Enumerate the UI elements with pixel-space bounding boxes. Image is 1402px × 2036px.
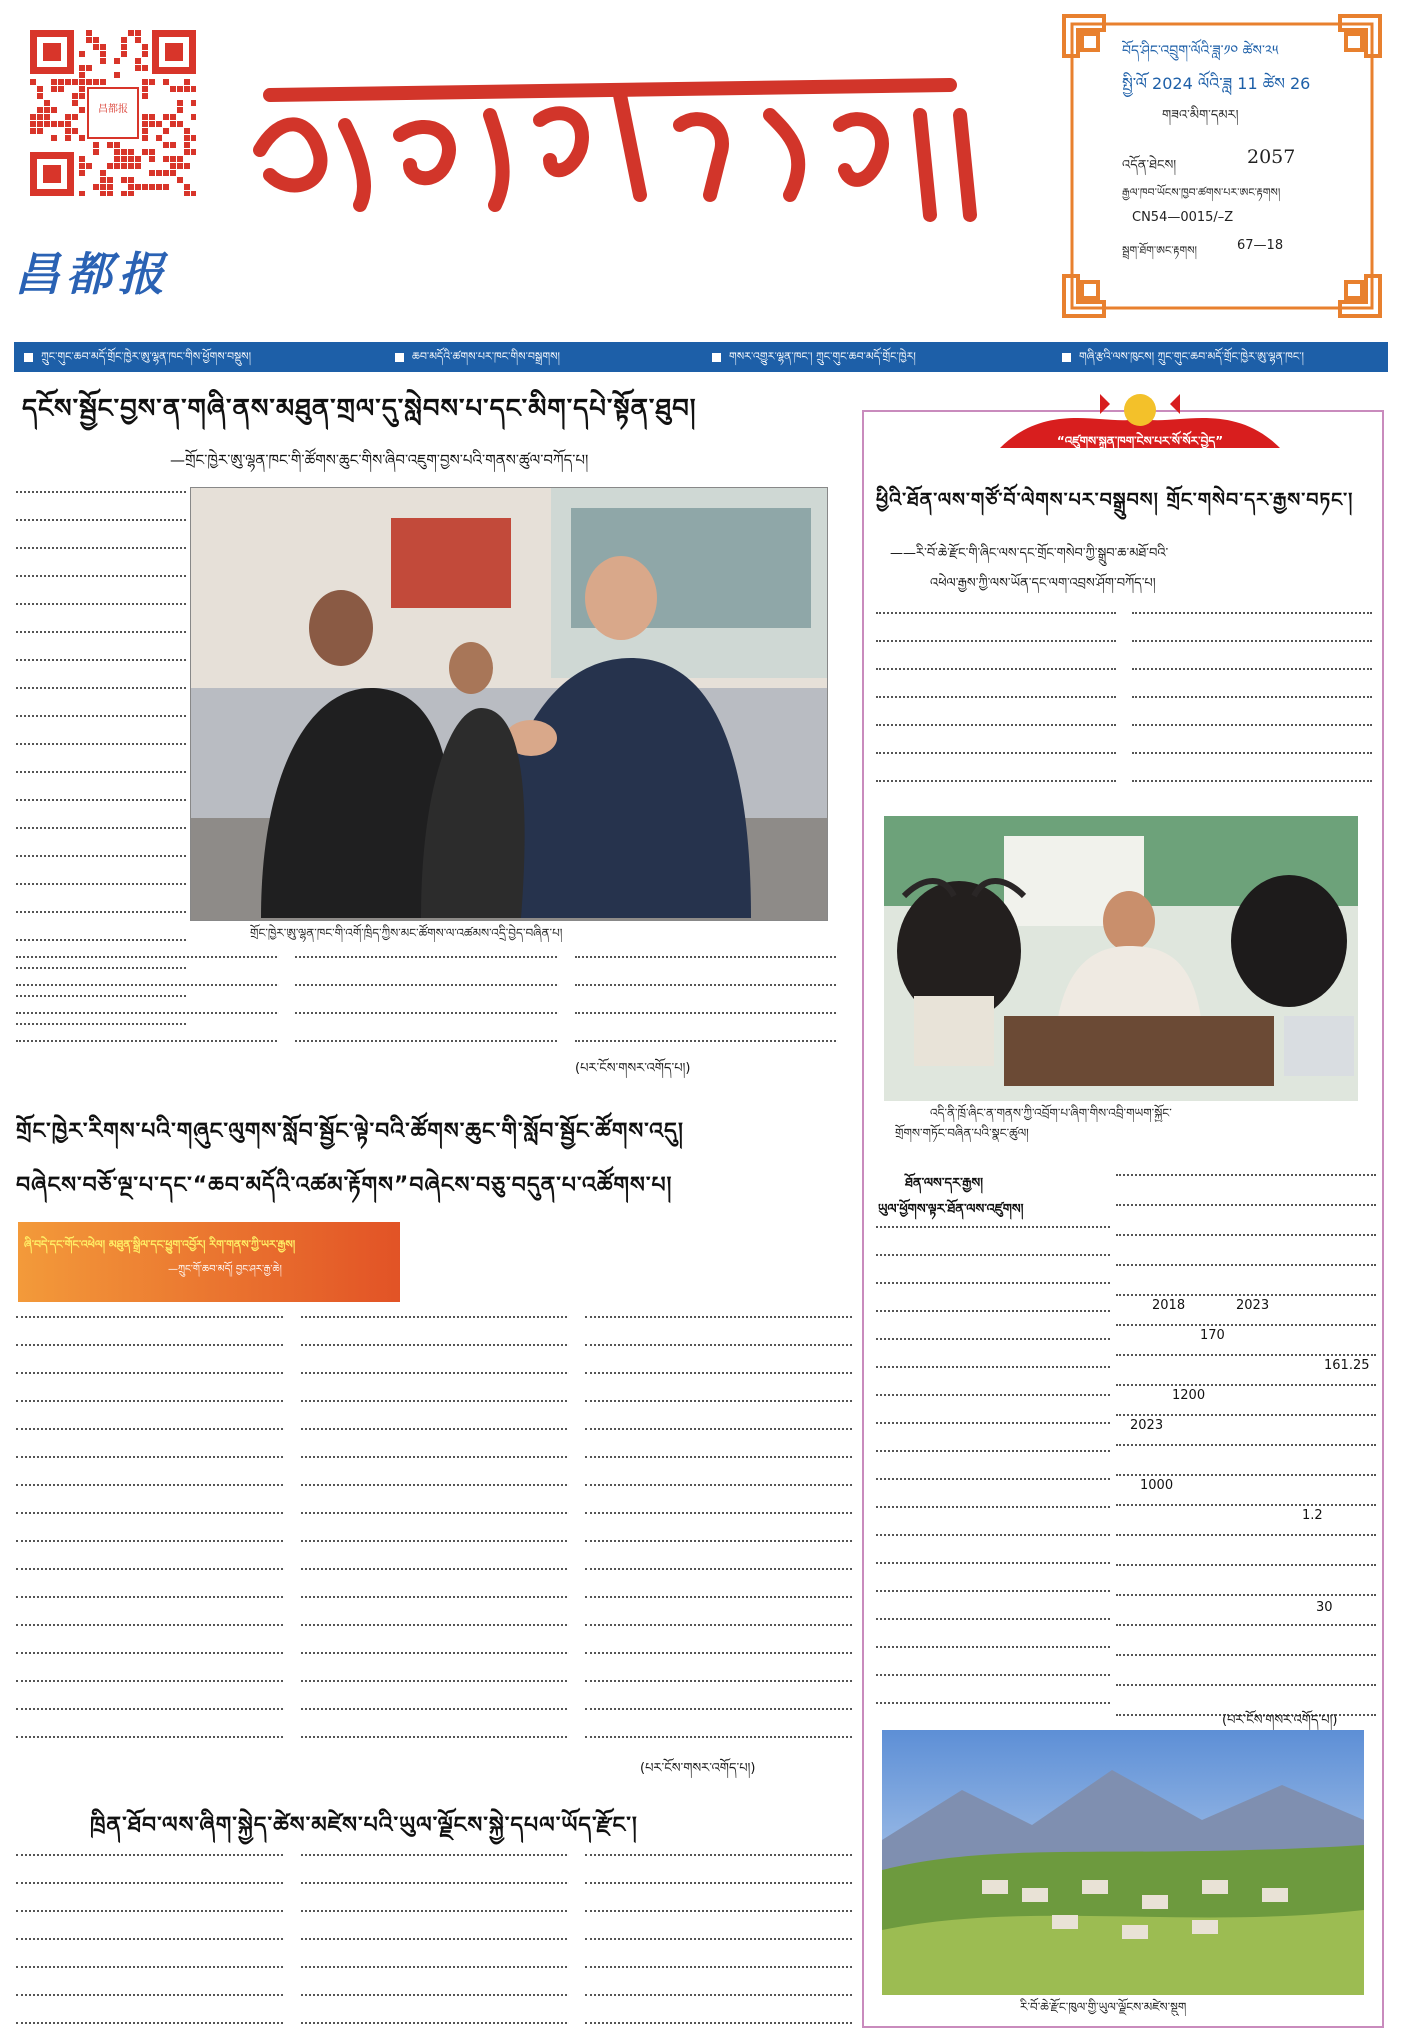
body-text-line <box>1132 668 1372 670</box>
body-text-line <box>16 799 186 801</box>
body-text-line <box>585 1680 852 1682</box>
issue-number: 2057 <box>1247 146 1296 168</box>
nav-item-3[interactable] <box>712 346 916 368</box>
body-text-line <box>585 1568 852 1570</box>
body-text-line <box>16 1484 283 1486</box>
body-text-line <box>876 1282 1110 1284</box>
body-text-line <box>585 1540 852 1542</box>
stat-1-2: 1.2 <box>1302 1508 1323 1523</box>
body-text-line <box>16 911 186 913</box>
body-text-line <box>1116 1174 1376 1176</box>
body-text-line <box>876 1618 1110 1620</box>
body-text-line <box>876 1590 1110 1592</box>
article1-headline: དངོས་སྦྱོང་བྱས་ན་གཞི་ནས་མཐུན་གྲལ་དུ་སླེབས་པ་དང་མིག་དཔེ་སྟོན་ཐུབ། <box>22 394 697 424</box>
body-text-line <box>876 752 1116 754</box>
body-text-line <box>16 1512 283 1514</box>
body-text-line <box>575 984 836 986</box>
date-tibetan: བོད་ཤིང་འབྲུག་ལོའི་ཟླ་༡༠ ཚེས་༢༥ <box>1122 43 1279 59</box>
body-text-line <box>16 715 186 717</box>
nav-item-4-label: གཞི་རྩའི་ལས་ཁུངས། ཀྲུང་གུང་ཆབ་མདོ་གྲོང་ཁྱེར་ཨུ་ལྷན་ཁང་། <box>1079 350 1304 363</box>
body-text-line <box>16 1540 283 1542</box>
body-text-line <box>16 1040 277 1042</box>
body-text-line <box>301 1540 568 1542</box>
post-code: 67—18 <box>1237 238 1284 253</box>
stat-2018: 2018 <box>1152 1298 1186 1313</box>
date-line: སྤྱི་ལོ 2024 ལོའི་ཟླ 11 ཚེས 26 <box>1122 74 1311 93</box>
stat-1000: 1000 <box>1140 1478 1174 1493</box>
stat-30: 30 <box>1316 1600 1333 1615</box>
body-text-line <box>876 1422 1110 1424</box>
masthead-title <box>250 55 1010 270</box>
body-text-line <box>16 1344 283 1346</box>
nav-item-3-label: གསར་འགྱུར་ལྷན་ཁང་། ཀྲུང་གུང་ཆབ་མདོ་གྲོང་ཁྱེར། <box>729 350 916 363</box>
body-text-line <box>585 1484 852 1486</box>
body-text-line <box>16 956 277 958</box>
stat-1200: 1200 <box>1172 1388 1206 1403</box>
body-text-line <box>585 1456 852 1458</box>
body-text-line <box>16 1372 283 1374</box>
body-text-line <box>301 1680 568 1682</box>
body-text-line <box>16 1882 283 1884</box>
body-text-line <box>1116 1264 1376 1266</box>
article2-credit: (པར་ངོས་གསར་འགོད་པ།) <box>640 1761 756 1776</box>
body-text-line <box>876 1366 1110 1368</box>
body-text-line <box>301 1966 568 1968</box>
body-text-line <box>1116 1684 1376 1686</box>
body-text-line <box>876 1478 1110 1480</box>
article2-headline-line2: བཞེངས་བཅོ་ལྔ་པ་དང་“ཆབ་མདོའི་འཚམ་རྟོགས”བཞེངས་བཅུ་བདུན་པ་འཚོགས་པ། <box>16 1173 673 1198</box>
body-text-line <box>585 1652 852 1654</box>
body-text-line <box>585 1316 852 1318</box>
body-text-line <box>16 2022 283 2024</box>
body-text-line <box>301 1484 568 1486</box>
date-panel <box>1062 14 1382 318</box>
body-text-line <box>1132 780 1372 782</box>
nav-item-1-label: ཀྲུང་གུང་ཆབ་མདོ་གྲོང་ཁྱེར་ཨུ་ལྷན་ཁང་གིས་ཕྱོགས་བསྡུས། <box>41 350 252 363</box>
body-text-line <box>16 1596 283 1598</box>
body-text-line <box>1116 1204 1376 1206</box>
body-text-line <box>16 743 186 745</box>
body-text-line <box>585 1736 852 1738</box>
body-text-line <box>585 1994 852 1996</box>
sidebar-banner-text: “འཛུགས་སྐྲུན་ཁག་ངེས་པར་སོ་སོར་བྱེད” <box>1056 434 1224 448</box>
body-text-line <box>301 1736 568 1738</box>
body-text-line <box>16 491 186 493</box>
body-text-line <box>295 984 556 986</box>
stat-170: 170 <box>1200 1328 1225 1343</box>
body-text-line <box>876 1338 1110 1340</box>
body-text-line <box>16 631 186 633</box>
body-text-line <box>585 1596 852 1598</box>
body-text-line <box>16 1854 283 1856</box>
body-text-line <box>1132 724 1372 726</box>
article1-photo <box>190 487 828 921</box>
article2-banner-sub: —ཀྲུང་གོ་ཆབ་མདོ། བྱང་ཤར་རྒྱ་ཆེ། <box>168 1264 282 1275</box>
body-text-line <box>876 724 1116 726</box>
cn-number: CN54—0015/–Z <box>1132 210 1234 225</box>
body-text-line <box>16 1568 283 1570</box>
body-text-line <box>295 1012 556 1014</box>
body-text-line <box>16 771 186 773</box>
article2-banner <box>18 1222 400 1302</box>
body-text-line <box>301 1568 568 1570</box>
body-text-line <box>876 1254 1110 1256</box>
stat-161-25: 161.25 <box>1324 1358 1370 1373</box>
body-text-line <box>16 547 186 549</box>
body-text-line <box>16 827 186 829</box>
body-text-line <box>585 1624 852 1626</box>
stat-2023b: 2023 <box>1130 1418 1164 1433</box>
sidebar-subhead-1: ——རི་བོ་ཆེ་རྫོང་གི་ཞིང་ལས་དང་གྲོང་གསེབ་ཀྱི་སྒྲུབ་ཆ་མཐོ་བའི་ <box>890 546 1169 561</box>
sidebar-photo-2 <box>882 1730 1364 1995</box>
body-text-line <box>301 1400 568 1402</box>
weekday: གཟའ་མིག་དམར། <box>1162 108 1239 123</box>
body-text-line <box>585 1428 852 1430</box>
body-text-line <box>16 1316 283 1318</box>
body-text-line <box>585 1938 852 1940</box>
body-text-line <box>16 603 186 605</box>
body-text-line <box>575 956 836 958</box>
body-text-line <box>16 1708 283 1710</box>
body-text-line <box>301 1938 568 1940</box>
body-text-line <box>876 1450 1110 1452</box>
sidebar-caption-1a: འདི་ནི་ཁྲོ་ཞིང་ན་གནས་ཀྱི་འབྲོག་པ་ཞིག་གིས་འབྲི་གཡག་སྐྱོང་ <box>930 1106 1172 1120</box>
body-text-line <box>876 1646 1110 1648</box>
body-text-line <box>16 1400 283 1402</box>
body-text-line <box>876 1226 1110 1228</box>
body-text-line <box>585 1372 852 1374</box>
qr-label: 昌都报 <box>98 104 128 115</box>
body-text-line <box>876 1674 1110 1676</box>
body-text-line <box>16 1910 283 1912</box>
body-text-line <box>876 640 1116 642</box>
body-text-line <box>16 1652 283 1654</box>
sidebar-numbers <box>1116 1290 1376 1650</box>
body-text-line <box>585 1910 852 1912</box>
body-text-line <box>301 1910 568 1912</box>
body-text-line <box>295 1040 556 1042</box>
body-text-line <box>301 1372 568 1374</box>
body-text-line <box>301 2022 568 2024</box>
publisher-line: རྒྱལ་ཁབ་ཡོངས་ཁྱབ་ཚགས་པར་ཨང་རྟགས། <box>1122 186 1281 199</box>
body-text-line <box>876 1310 1110 1312</box>
article3-text <box>16 1848 852 2028</box>
body-text-line <box>301 1512 568 1514</box>
article1-text-bottom <box>16 950 836 1055</box>
body-text-line <box>1132 696 1372 698</box>
body-text-line <box>301 1624 568 1626</box>
body-text-line <box>16 1456 283 1458</box>
body-text-line <box>575 1012 836 1014</box>
article2-headline-line1: གྲོང་ཁྱེར་རིགས་པའི་གཞུང་ལུགས་སློབ་སྦྱོང་ལྟེ་བའི་ཚོགས་ཆུང་གི་སློབ་སྦྱོང་ཚོགས་འདུ། <box>16 1119 684 1144</box>
qr-code <box>30 30 196 196</box>
body-text-line <box>16 575 186 577</box>
sidebar-subhead-2: འཕེལ་རྒྱས་ཀྱི་ལས་ཡོན་དང་ལག་འབྲས་ཤོག་བཀོད་པ། <box>930 576 1156 591</box>
body-text-line <box>1116 1654 1376 1656</box>
article1-caption: གྲོང་ཁྱེར་ཨུ་ལྷན་ཁང་གི་འགོ་ཁྲིད་ཀྱིས་མང་ཚོགས་ལ་འཚམས་འདྲི་བྱེད་བཞིན་པ། <box>250 926 563 940</box>
body-text-line <box>876 696 1116 698</box>
body-text-line <box>876 668 1116 670</box>
body-text-line <box>301 1994 568 1996</box>
body-text-line <box>585 1400 852 1402</box>
body-text-line <box>16 939 186 941</box>
body-text-line <box>16 883 186 885</box>
body-text-line <box>301 1456 568 1458</box>
article1-credit: (པར་ངོས་གསར་འགོད་པ།) <box>575 1061 691 1076</box>
sidebar-headline: ཕྱིའི་ཐོན་ལས་གཙོ་བོ་ལེགས་པར་བསྒྲུབས། གྲོང་གསེབ་དར་རྒྱས་བཏང་། <box>876 489 1354 511</box>
body-text-line <box>16 1624 283 1626</box>
body-text-line <box>1132 640 1372 642</box>
body-text-line <box>301 1708 568 1710</box>
article3-headline: ཁྲིན་ཐོབ་ལས་ཞིག་སྐྱེད་ཚེས་མཛེས་པའི་ཡུལ་ལྗོངས་སྐྱེ་དཔལ་ཡོད་རྫོང་། <box>90 1813 638 1838</box>
sidebar-subsection-title: ཐོན་ལས་དར་རྒྱས། <box>905 1176 984 1191</box>
body-text-line <box>575 1040 836 1042</box>
body-text-line <box>16 1736 283 1738</box>
body-text-line <box>16 855 186 857</box>
body-text-line <box>16 1994 283 1996</box>
body-text-line <box>301 1854 568 1856</box>
body-text-line <box>876 1562 1110 1564</box>
sidebar-caption-1b: གྲོགས་གཏོང་བཞིན་པའི་སྣང་ཚུལ། <box>895 1126 1029 1140</box>
body-text-line <box>295 956 556 958</box>
body-text-line <box>876 1394 1110 1396</box>
nav-item-1[interactable] <box>24 346 251 368</box>
sidebar-subsection-sub: ཡུལ་ཕྱོགས་ལྟར་ཐོན་ལས་འཛུགས། <box>878 1202 1024 1217</box>
sidebar-text-left <box>876 1220 1110 1730</box>
body-text-line <box>585 1882 852 1884</box>
body-text-line <box>1116 1234 1376 1236</box>
body-text-line <box>585 1708 852 1710</box>
body-text-line <box>16 1012 277 1014</box>
body-text-line <box>876 1534 1110 1536</box>
body-text-line <box>876 612 1116 614</box>
body-text-line <box>585 1966 852 1968</box>
stat-2023a: 2023 <box>1236 1298 1270 1313</box>
article2-text <box>16 1310 852 1750</box>
body-text-line <box>16 659 186 661</box>
sidebar-banner <box>990 388 1290 452</box>
body-text-line <box>1132 612 1372 614</box>
body-text-line <box>1132 752 1372 754</box>
body-text-line <box>585 1512 852 1514</box>
sidebar-credit: (པར་ངོས་གསར་འགོད་པ།) <box>1222 1713 1338 1728</box>
body-text-line <box>16 687 186 689</box>
sidebar-caption-2: རི་བོ་ཆེ་རྫོང་ཁུལ་གྱི་ཡུལ་ལྗོངས་མཛེས་སྡུག <box>1020 2000 1187 2014</box>
body-text-line <box>16 1938 283 1940</box>
body-text-line <box>585 2022 852 2024</box>
nav-item-2-label: ཆབ་མདོའི་ཚགས་པར་ཁང་གིས་བསྒྲགས། <box>412 350 560 363</box>
nav-item-4[interactable] <box>1062 346 1304 368</box>
body-text-line <box>16 1428 283 1430</box>
sidebar-text-top <box>876 606 1372 804</box>
article1-subhead: —གྲོང་ཁྱེར་ཨུ་ལྷན་ཁང་གི་ཚོགས་ཆུང་གིས་ཞིབ་འཇུག་བྱས་པའི་གནས་ཚུལ་བཀོད་པ། <box>170 451 589 469</box>
body-text-line <box>16 1680 283 1682</box>
body-text-line <box>16 1966 283 1968</box>
body-text-line <box>585 1344 852 1346</box>
body-text-line <box>301 1316 568 1318</box>
nav-item-2[interactable] <box>395 346 560 368</box>
body-text-line <box>16 984 277 986</box>
body-text-line <box>301 1882 568 1884</box>
body-text-line <box>16 519 186 521</box>
post-label: སྦྲག་ཐོག་ཨང་རྟགས། <box>1122 244 1197 257</box>
body-text-line <box>301 1652 568 1654</box>
body-text-line <box>301 1344 568 1346</box>
chinese-title: 昌都报 <box>14 247 170 301</box>
body-text-line <box>876 780 1116 782</box>
body-text-line <box>876 1702 1110 1704</box>
article2-banner-text: ཞི་བདེ་དང་གོང་འཕེལ། མཐུན་སྒྲིལ་དང་ཕྱུག་འབྱོར། རིག་གནས་ཀྱི་ཡར་རྒྱས། <box>24 1238 296 1251</box>
body-text-line <box>876 1506 1110 1508</box>
body-text-line <box>301 1428 568 1430</box>
issue-label: འདོན་ཐེངས། <box>1122 158 1177 173</box>
body-text-line <box>301 1596 568 1598</box>
sidebar-photo-1 <box>884 816 1358 1101</box>
body-text-line <box>585 1854 852 1856</box>
